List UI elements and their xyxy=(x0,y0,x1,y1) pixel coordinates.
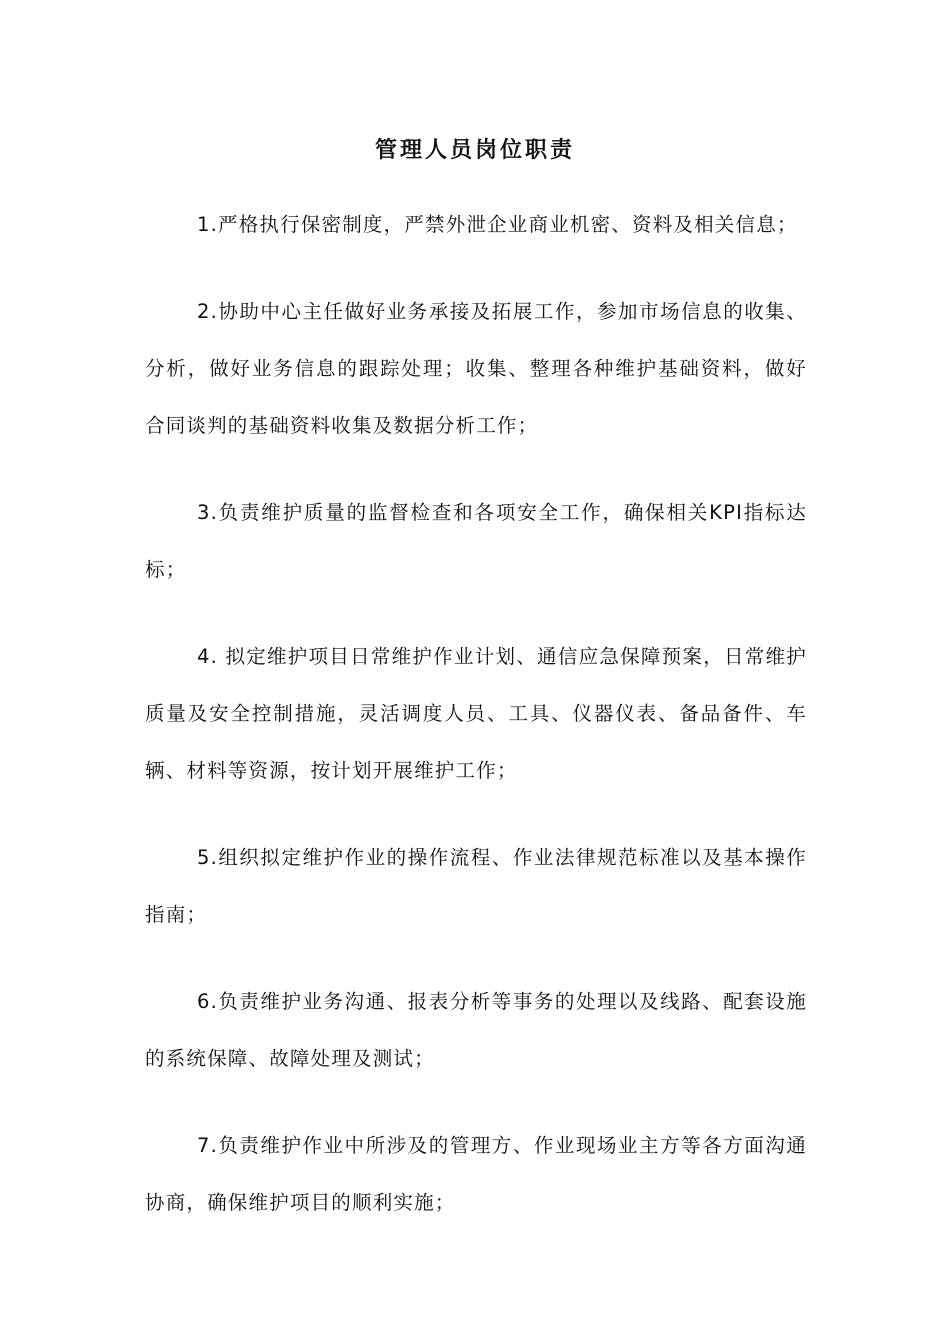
document-title: 管理人员岗位职责 xyxy=(374,138,575,163)
duty-item-7: 7.负责维护作业中所涉及的管理方、作业现场业主方等各方面沟通协商，确保维护项目的顺利实施； xyxy=(145,1134,807,1214)
duty-item-6: 6.负责维护业务沟通、报表分析等事务的处理以及线路、配套设施的系统保障、故障处理及测试； xyxy=(145,990,807,1070)
duty-item-5: 5.组织拟定维护作业的操作流程、作业法律规范标准以及基本操作指南； xyxy=(145,846,807,926)
duty-item-2: 2.协助中心主任做好业务承接及拓展工作，参加市场信息的收集、分析，做好业务信息的跟踪处理；收集、整理各种维护基础资料，做好合同谈判的基础资料收集及数据分析工作； xyxy=(145,300,807,437)
duty-item-1: 1.严格执行保密制度，严禁外泄企业商业机密、资料及相关信息； xyxy=(197,213,798,236)
duty-item-4: 4. 拟定维护项目日常维护作业计划、通信应急保障预案，日常维护质量及安全控制措施，灵活调度人员、工具、仪器仪表、备品备件、车辆、材料等资源，按计划开展维护工作； xyxy=(145,645,807,782)
duty-item-3: 3.负责维护质量的监督检查和各项安全工作，确保相关KPI指标达标； xyxy=(145,501,807,581)
duty-list xyxy=(145,196,807,1261)
